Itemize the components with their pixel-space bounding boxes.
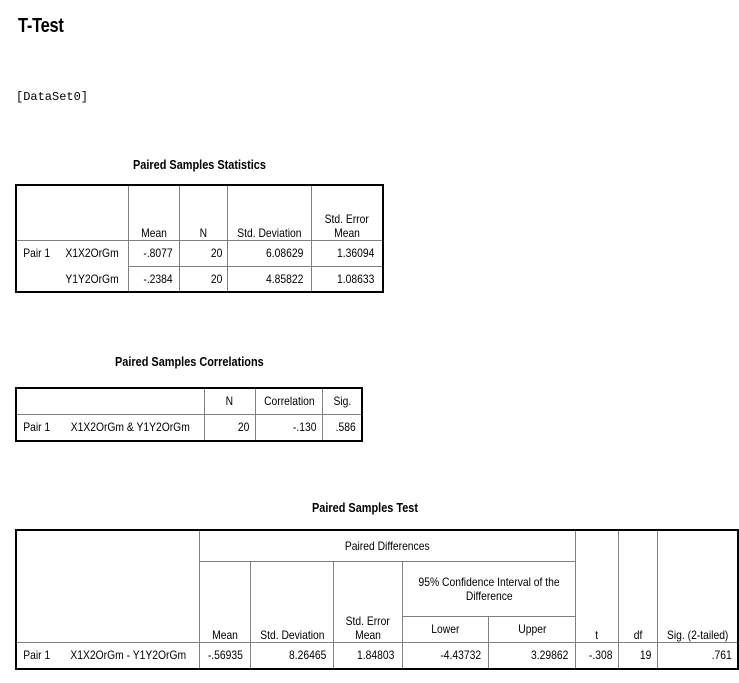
corr-header-correlation: Correlation	[255, 388, 323, 414]
test-var: X1X2OrGm - Y1Y2OrGm	[57, 642, 200, 669]
test-pair-label: Pair 1	[16, 642, 57, 669]
stats-pair-blank	[16, 266, 57, 292]
corr-n: 20	[204, 414, 255, 441]
test-table	[15, 529, 739, 670]
stats-title: Paired Samples Statistics	[133, 157, 266, 172]
dataset-label: [DataSet0]	[16, 90, 89, 104]
stats-header-n: N	[180, 185, 228, 240]
test-header-sig: Sig. (2-tailed)	[657, 530, 738, 642]
test-t: -.308	[575, 642, 618, 669]
test-df: 19	[619, 642, 657, 669]
test-se: 1.84803	[334, 642, 403, 669]
stats-header-se: Std. Error Mean	[311, 185, 383, 240]
stats-var-1: X1X2OrGm	[57, 240, 129, 266]
corr-table	[15, 387, 363, 442]
stats-sd-1: 6.08629	[228, 240, 312, 266]
stats-header-mean: Mean	[129, 185, 180, 240]
stats-n-2: 20	[180, 266, 228, 292]
stats-pair-label: Pair 1	[16, 240, 57, 266]
corr-header-sig: Sig.	[323, 388, 363, 414]
stats-corner	[16, 185, 129, 240]
stats-se-2: 1.08633	[311, 266, 383, 292]
test-header-t: t	[575, 530, 618, 642]
test-group-header: Paired Differences	[200, 530, 576, 561]
stats-se-1: 1.36094	[311, 240, 383, 266]
corr-var: X1X2OrGm & Y1Y2OrGm	[57, 414, 204, 441]
corr-corner	[16, 388, 204, 414]
page-heading: T-Test	[18, 15, 64, 37]
test-sig: .761	[657, 642, 738, 669]
corr-title: Paired Samples Correlations	[115, 354, 264, 369]
test-title: Paired Samples Test	[312, 500, 419, 515]
test-header-mean: Mean	[200, 561, 250, 642]
stats-table	[15, 184, 384, 293]
test-corner	[16, 530, 200, 642]
test-header-sd: Std. Deviation	[250, 561, 334, 642]
test-lower: -4.43732	[402, 642, 489, 669]
stats-sd-2: 4.85822	[228, 266, 312, 292]
test-sd: 8.26465	[250, 642, 334, 669]
corr-sig: .586	[323, 414, 363, 441]
stats-mean-1: -.8077	[129, 240, 180, 266]
test-mean: -.56935	[200, 642, 250, 669]
test-header-se: Std. Error Mean	[334, 561, 403, 642]
corr-header-n: N	[204, 388, 255, 414]
corr-correlation: -.130	[255, 414, 323, 441]
test-upper: 3.29862	[489, 642, 576, 669]
corr-pair-label: Pair 1	[16, 414, 57, 441]
test-header-upper: Upper	[489, 616, 576, 642]
stats-n-1: 20	[180, 240, 228, 266]
test-header-df: df	[619, 530, 657, 642]
test-header-lower: Lower	[402, 616, 489, 642]
stats-mean-2: -.2384	[129, 266, 180, 292]
stats-var-2: Y1Y2OrGm	[57, 266, 129, 292]
test-ci-header: 95% Confidence Interval of the Difference	[402, 561, 575, 616]
stats-header-sd: Std. Deviation	[228, 185, 312, 240]
